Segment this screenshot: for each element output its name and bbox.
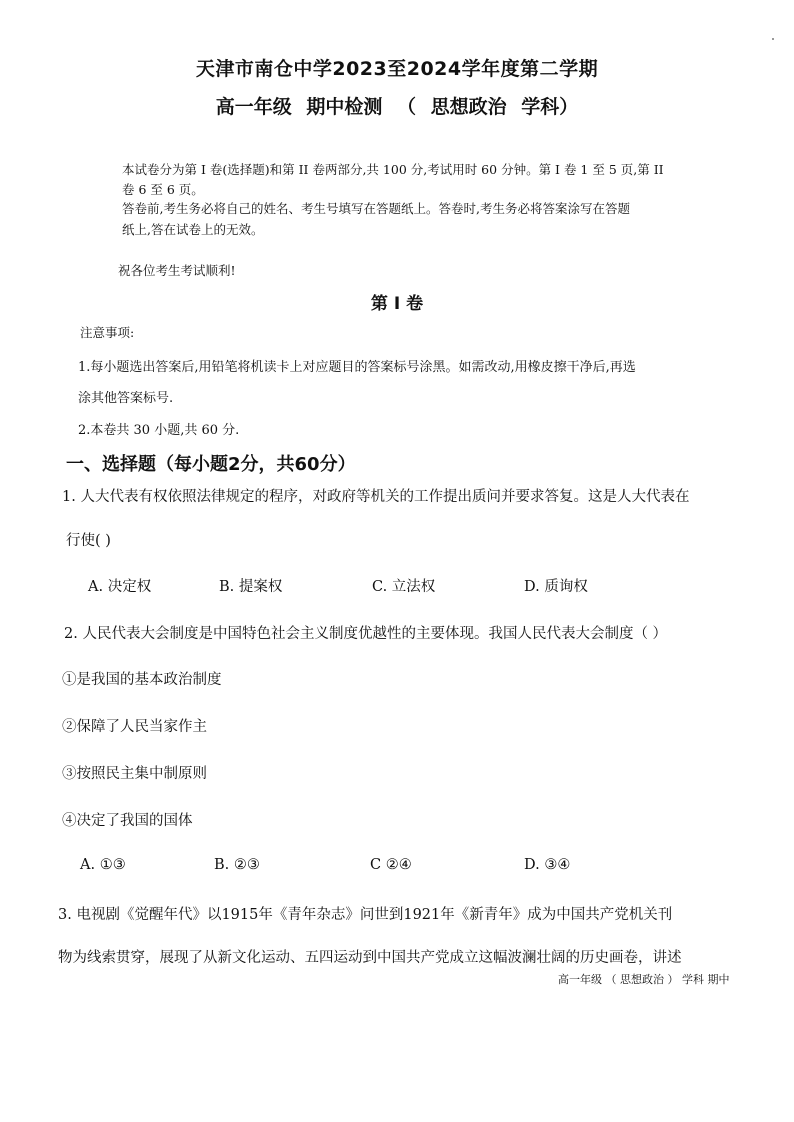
notes-item-2: 2.本卷共 30 小题,共 60 分. [78, 423, 240, 438]
exam-title: 天津市南仓中学2023至2024学年度第二学期 [195, 58, 599, 80]
intro-line-1: 本试卷分为第 I 卷(选择题)和第 II 卷两部分,共 100 分,考试用时 60 分钟。第 I 卷 1 至 5 页,第 II [122, 162, 664, 177]
scan-dot [772, 38, 774, 40]
intro-line-3: 答卷前,考生务必将自己的姓名、考生号填写在答题纸上。答卷时,考生务必将答案涂写在答题 [122, 201, 630, 216]
question-2-option-d: D. ③④ [524, 857, 571, 873]
question-1-option-d: D. 质询权 [524, 579, 588, 595]
notes-heading: 注意事项: [80, 325, 135, 340]
notes-item-1-line-1: 1.每小题选出答案后,用铅笔将机读卡上对应题目的答案标号涂黑。如需改动,用橡皮擦干净后,再选 [78, 360, 636, 375]
page-footer: 高一年级 （ 思想政治 ） 学科 期中 [558, 973, 730, 986]
question-1-option-b: B. 提案权 [219, 579, 283, 595]
question-2-statement-3: ③按照民主集中制原则 [62, 766, 207, 782]
intro-line-4: 纸上,答在试卷上的无效。 [122, 222, 264, 237]
question-2-option-a: A. ①③ [80, 857, 126, 873]
exam-subtitle: 高一年级 期中检测 （ 思想政治 学科） [215, 96, 579, 118]
section-title: 一、选择题（每小题2分，共60分） [66, 454, 356, 475]
question-2-statement-1: ①是我国的基本政治制度 [62, 672, 222, 688]
question-2-stem: 2. 人民代表大会制度是中国特色社会主义制度优越性的主要体现。我国人民代表大会制度（ ） [64, 626, 668, 642]
question-2-option-b: B. ②③ [214, 857, 260, 873]
question-3-stem-line-2: 物为线索贯穿，展现了从新文化运动、五四运动到中国共产党成立这幅波澜壮阔的历史画卷，讲述 [58, 950, 682, 966]
question-1-option-a: A. 决定权 [88, 579, 152, 595]
question-2-option-c: C ②④ [370, 857, 412, 873]
question-2-statement-2: ②保障了人民当家作主 [62, 719, 207, 735]
intro-line-2: 卷 6 至 6 页。 [122, 182, 204, 197]
question-1-stem-line-2: 行使( ) [66, 533, 111, 549]
volume-title: 第 I 卷 [370, 294, 424, 314]
question-3-stem-line-1: 3. 电视剧《觉醒年代》以1915年《青年杂志》问世到1921年《新青年》成为中国共产党机关刊 [58, 907, 673, 923]
question-1-stem-line-1: 1. 人大代表有权依照法律规定的程序，对政府等机关的工作提出质问并要求答复。这是人大代表在 [62, 489, 690, 505]
question-1-option-c: C. 立法权 [372, 579, 436, 595]
question-2-statement-4: ④决定了我国的国体 [62, 813, 193, 829]
notes-item-1-line-2: 涂其他答案标号. [78, 391, 174, 406]
good-luck-text: 祝各位考生考试顺利! [118, 263, 236, 278]
